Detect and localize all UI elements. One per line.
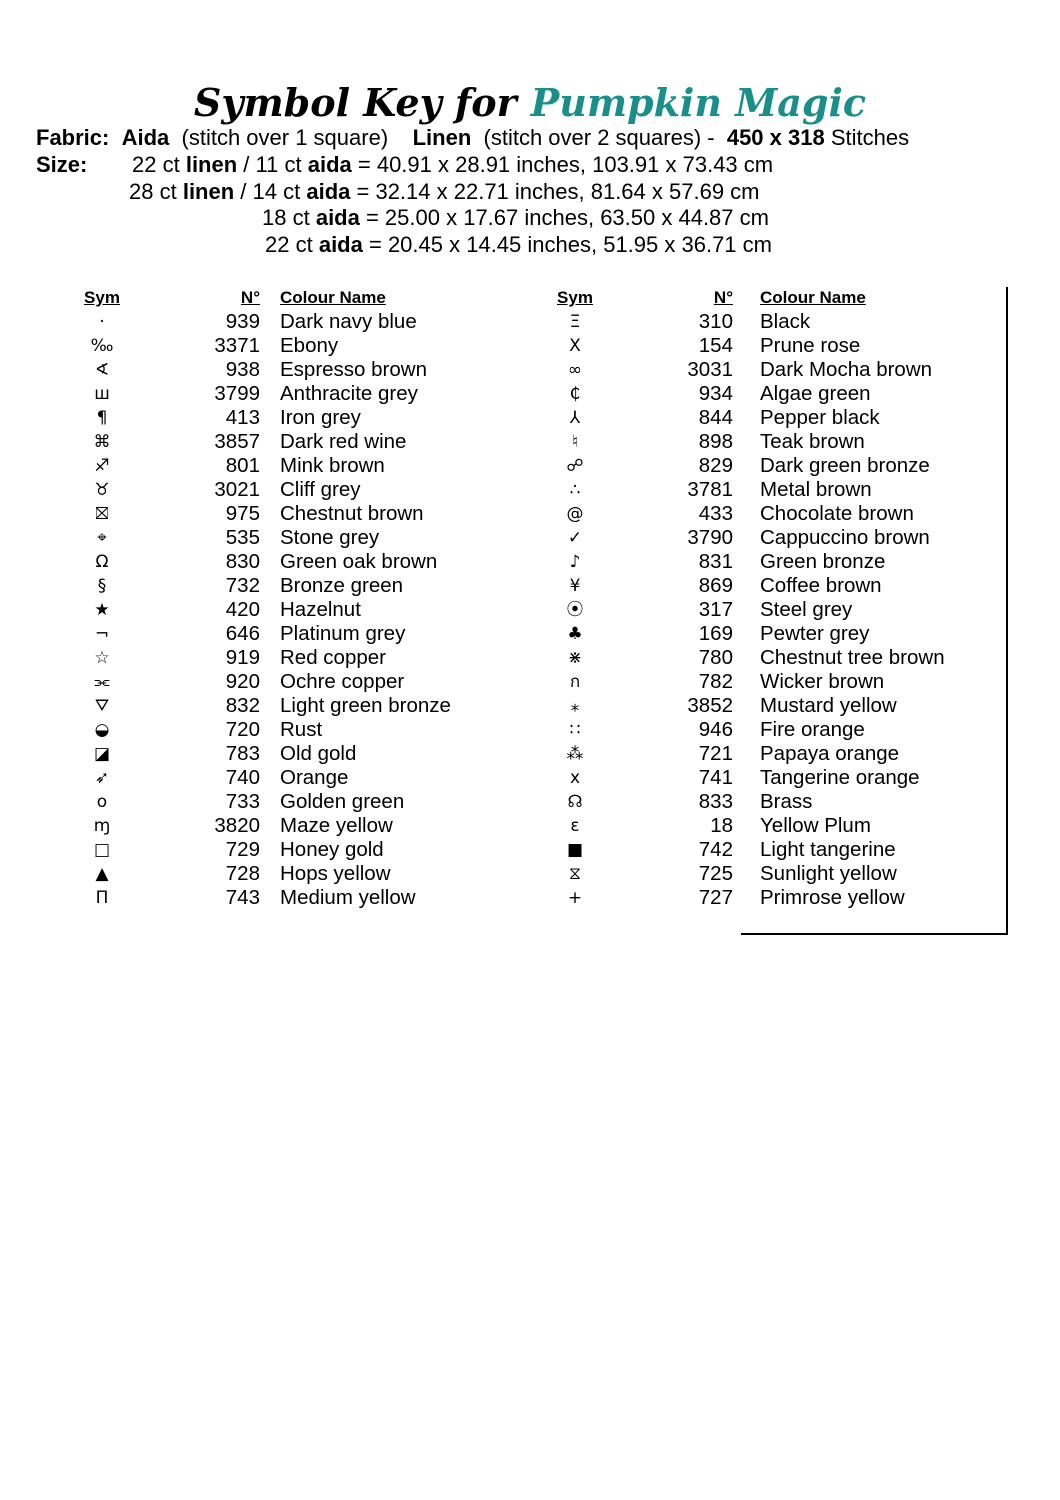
fabric-line [36, 125, 909, 151]
table-row [555, 406, 1035, 430]
thread-number: 831 [698, 550, 733, 573]
symbol-glyph: ⫘ [94, 672, 110, 692]
size-line-4-pre: 22 ct [265, 232, 313, 257]
table-row [82, 574, 562, 598]
colour-name: Rust [280, 718, 323, 741]
symbol-glyph: ш [94, 384, 110, 404]
thread-number: 782 [698, 670, 733, 693]
table-row [555, 382, 1035, 406]
colour-name: Chocolate brown [760, 502, 914, 525]
colour-name: Light tangerine [760, 838, 896, 861]
thread-number: 732 [225, 574, 260, 597]
symbol-glyph: X [569, 336, 581, 356]
table-row [555, 670, 1035, 694]
table-row [82, 334, 562, 358]
size-line-2 [129, 179, 760, 205]
size-line-2-aida: aida [306, 179, 351, 204]
size-line-2-post: = 32.14 x 22.71 inches, 81.64 x 57.69 cm [356, 179, 760, 204]
symbol-glyph: Π [95, 888, 109, 908]
header-colour-name: Colour Name [760, 288, 866, 307]
symbol-glyph: @ [566, 504, 584, 524]
colour-name: Brass [760, 790, 813, 813]
header-sym: Sym [557, 288, 593, 307]
thread-number: 783 [225, 742, 260, 765]
header-number: N° [713, 288, 733, 307]
size-line-2-pre: 28 ct [129, 179, 177, 204]
symbol-glyph: ⌖ [97, 528, 107, 548]
table-row [82, 598, 562, 622]
size-line-2-linen: linen [182, 179, 235, 204]
symbol-glyph: ‰ [90, 336, 114, 356]
table-row [82, 310, 562, 334]
table-row [82, 790, 562, 814]
colour-name: Green bronze [760, 550, 886, 573]
symbol-glyph: ⅄ [569, 408, 581, 428]
symbol-glyph: ⁎ [570, 696, 580, 716]
colour-name: Orange [280, 766, 349, 789]
table-border-bottom [741, 933, 1008, 935]
colour-name: Red copper [280, 646, 386, 669]
symbol-glyph: ♪ [569, 552, 581, 572]
colour-name: Hops yellow [280, 862, 391, 885]
thread-number: 844 [698, 406, 733, 429]
thread-number: 898 [698, 430, 733, 453]
colour-name: Sunlight yellow [760, 862, 897, 885]
colour-name: Maze yellow [280, 814, 393, 837]
symbol-glyph: ∷ [569, 720, 581, 740]
size-line-1 [132, 152, 773, 178]
size-line-3-aida: aida [315, 205, 360, 230]
table-row [555, 766, 1035, 790]
thread-number: 3790 [687, 526, 733, 549]
colour-name: Light green bronze [280, 694, 451, 717]
symbol-glyph: § [97, 576, 107, 596]
table-row [82, 838, 562, 862]
table-row [82, 646, 562, 670]
aida-label: Aida [121, 125, 170, 150]
thread-number: 728 [225, 862, 260, 885]
colour-name: Bronze green [280, 574, 404, 597]
symbol-glyph: ♣ [567, 624, 583, 644]
table-row [82, 502, 562, 526]
colour-name: Papaya orange [760, 742, 900, 765]
symbol-glyph: ∴ [569, 480, 581, 500]
size-line-1-post: = 40.91 x 28.91 inches, 103.91 x 73.43 cm [357, 152, 774, 177]
table-row [555, 646, 1035, 670]
table-row [82, 742, 562, 766]
size-line-1-mid: / 11 ct [243, 152, 302, 177]
symbol-glyph: ◒ [94, 720, 110, 740]
table-row [555, 358, 1035, 382]
table-row [82, 550, 562, 574]
table-row [82, 694, 562, 718]
size-line-1-aida: aida [307, 152, 352, 177]
colour-name: Algae green [760, 382, 871, 405]
table-row [82, 814, 562, 838]
size-line-3-post: = 25.00 x 17.67 inches, 63.50 x 44.87 cm [359, 205, 769, 230]
symbol-glyph: ∢ [94, 360, 110, 380]
thread-number: 829 [698, 454, 733, 477]
thread-number: 939 [225, 310, 260, 333]
colour-name: Pepper black [760, 406, 880, 429]
colour-name: Metal brown [760, 478, 872, 501]
symbol-glyph: ⛛ [94, 696, 110, 716]
symbol-glyph: ♮ [571, 432, 579, 452]
thread-number: 832 [225, 694, 260, 717]
thread-number: 729 [225, 838, 260, 861]
table-border-right [1006, 287, 1008, 934]
thread-number: 869 [698, 574, 733, 597]
symbol-glyph: ♐ [94, 456, 110, 476]
symbol-glyph: ¥ [569, 576, 581, 596]
thread-number: 3781 [687, 478, 733, 501]
colour-name: Mink brown [280, 454, 385, 477]
table-row [555, 478, 1035, 502]
thread-number: 830 [225, 550, 260, 573]
thread-number: 3799 [214, 382, 260, 405]
colour-name: Tangerine orange [760, 766, 920, 789]
symbol-glyph: Ω [95, 552, 109, 572]
table-row [82, 382, 562, 406]
thread-number: 743 [225, 886, 260, 909]
symbol-glyph: ⁂ [566, 744, 584, 764]
title-prefix: Symbol Key for [193, 80, 517, 125]
colour-name: Dark red wine [280, 430, 407, 453]
thread-number: 3021 [214, 478, 260, 501]
stitches-count: 450 x 318 [726, 125, 825, 150]
symbol-glyph: ก [569, 672, 581, 692]
colour-name: Pewter grey [760, 622, 870, 645]
thread-number: 169 [698, 622, 733, 645]
colour-name: Green oak brown [280, 550, 438, 573]
thread-number: 934 [698, 382, 733, 405]
table-row [555, 334, 1035, 358]
table-row [555, 790, 1035, 814]
thread-number: 721 [698, 742, 733, 765]
symbol-glyph: o [96, 792, 108, 812]
table-row [555, 742, 1035, 766]
thread-number: 420 [225, 598, 260, 621]
table-row [82, 478, 562, 502]
thread-number: 535 [225, 526, 260, 549]
table-row [555, 838, 1035, 862]
size-line-3 [262, 205, 769, 231]
symbol-glyph: ⦿ [566, 600, 584, 620]
colour-name: Platinum grey [280, 622, 406, 645]
thread-number: 317 [698, 598, 733, 621]
thread-number: 3371 [214, 334, 260, 357]
symbol-glyph: ₵ [569, 384, 581, 404]
thread-number: 433 [698, 502, 733, 525]
size-line-2-mid: / 14 ct [240, 179, 301, 204]
symbol-glyph: ➶ [94, 768, 110, 788]
symbol-glyph: ♉ [94, 480, 110, 500]
table-row [82, 526, 562, 550]
colour-name: Golden green [280, 790, 405, 813]
table-row [555, 598, 1035, 622]
symbol-glyph: ⛝ [95, 504, 109, 524]
colour-name: Primrose yellow [760, 886, 905, 909]
table-row [82, 670, 562, 694]
colour-name: Old gold [280, 742, 357, 765]
colour-name: Chestnut brown [280, 502, 424, 525]
thread-number: 3820 [214, 814, 260, 837]
colour-name: Dark Mocha brown [760, 358, 933, 381]
colour-name: Mustard yellow [760, 694, 897, 717]
table-row [82, 718, 562, 742]
thread-number: 154 [698, 334, 733, 357]
symbol-glyph: ⋇ [567, 648, 583, 668]
table-row [555, 526, 1035, 550]
table-row [555, 814, 1035, 838]
colour-name: Iron grey [280, 406, 361, 429]
symbol-glyph: ⌘ [93, 432, 111, 452]
symbol-glyph: ɛ [570, 816, 580, 836]
colour-name: Ochre copper [280, 670, 405, 693]
thread-number: 646 [225, 622, 260, 645]
table-row [82, 430, 562, 454]
pattern-name: Pumpkin Magic [530, 80, 867, 125]
symbol-glyph: ɱ [93, 816, 111, 836]
thread-number: 741 [698, 766, 733, 789]
table-row [82, 358, 562, 382]
thread-number: 720 [225, 718, 260, 741]
symbol-glyph: ■ [566, 840, 584, 860]
size-line-3-pre: 18 ct [262, 205, 310, 230]
colour-name: Medium yellow [280, 886, 416, 909]
table-row [82, 766, 562, 790]
colour-name: Chestnut tree brown [760, 646, 945, 669]
symbol-glyph: x [569, 768, 581, 788]
colour-name: Yellow Plum [760, 814, 871, 837]
thread-number: 413 [225, 406, 260, 429]
colour-name: Espresso brown [280, 358, 427, 381]
symbol-glyph: ¶ [96, 408, 108, 428]
symbol-glyph: ▲ [95, 864, 109, 884]
fabric-label: Fabric: [36, 125, 110, 150]
linen-note: (stitch over 2 squares) - [483, 125, 715, 150]
symbol-glyph: ◪ [93, 744, 111, 764]
symbol-glyph: ✓ [567, 528, 583, 548]
table-row [555, 574, 1035, 598]
symbol-glyph: ☍ [566, 456, 584, 476]
size-line-4-post: = 20.45 x 14.45 inches, 51.95 x 36.71 cm [368, 232, 772, 257]
table-row [555, 310, 1035, 334]
thread-number: 801 [225, 454, 260, 477]
table-row [555, 694, 1035, 718]
header-number: N° [240, 288, 260, 307]
size-line-1-linen: linen [185, 152, 238, 177]
colour-name: Cappuccino brown [760, 526, 930, 549]
thread-number: 740 [225, 766, 260, 789]
thread-number: 919 [225, 646, 260, 669]
aida-note: (stitch over 1 square) [181, 125, 389, 150]
thread-number: 742 [698, 838, 733, 861]
colour-name: Black [760, 310, 811, 333]
table-row [82, 862, 562, 886]
table-row [555, 886, 1035, 910]
thread-number: 733 [225, 790, 260, 813]
colour-name: Prune rose [760, 334, 861, 357]
thread-number: 920 [225, 670, 260, 693]
table-row [555, 454, 1035, 478]
table-row [82, 454, 562, 478]
symbol-glyph: + [567, 888, 583, 908]
size-line-1-pre: 22 ct [132, 152, 180, 177]
thread-number: 946 [698, 718, 733, 741]
table-row [82, 886, 562, 910]
thread-number: 310 [698, 310, 733, 333]
table-row [555, 430, 1035, 454]
table-row [555, 622, 1035, 646]
symbol-glyph: Ξ [569, 312, 581, 332]
symbol-glyph: · [99, 312, 105, 332]
size-label: Size: [36, 152, 88, 177]
table-row [555, 718, 1035, 742]
symbol-glyph: ★ [94, 600, 110, 620]
table-row [82, 406, 562, 430]
thread-number: 3852 [687, 694, 733, 717]
colour-name: Dark green bronze [760, 454, 930, 477]
colour-name: Wicker brown [760, 670, 885, 693]
thread-number: 3857 [214, 430, 260, 453]
colour-name: Steel grey [760, 598, 853, 621]
symbol-glyph: □ [93, 840, 111, 860]
colour-name: Cliff grey [280, 478, 361, 501]
colour-name: Stone grey [280, 526, 380, 549]
colour-name: Teak brown [760, 430, 865, 453]
size-line-4 [265, 232, 772, 258]
thread-number: 727 [698, 886, 733, 909]
colour-name: Coffee brown [760, 574, 882, 597]
size-line-4-aida: aida [318, 232, 363, 257]
colour-name: Honey gold [280, 838, 384, 861]
symbol-glyph: ⧖ [569, 864, 581, 884]
stitches-label: Stitches [830, 125, 910, 150]
colour-name: Ebony [280, 334, 339, 357]
symbol-glyph: ∞ [567, 360, 583, 380]
header-sym: Sym [84, 288, 120, 307]
thread-number: 938 [225, 358, 260, 381]
colour-name: Hazelnut [280, 598, 361, 621]
linen-label: Linen [412, 125, 472, 150]
table-row [82, 622, 562, 646]
colour-name: Fire orange [760, 718, 865, 741]
table-row [555, 862, 1035, 886]
thread-number: 3031 [687, 358, 733, 381]
symbol-glyph: ¬ [94, 624, 110, 644]
symbol-glyph: ☆ [94, 648, 110, 668]
colour-name: Anthracite grey [280, 382, 418, 405]
thread-number: 18 [710, 814, 733, 837]
table-row [555, 550, 1035, 574]
symbol-glyph: ☊ [567, 792, 583, 812]
thread-number: 725 [698, 862, 733, 885]
table-row [555, 502, 1035, 526]
header-colour-name: Colour Name [280, 288, 386, 307]
thread-number: 833 [698, 790, 733, 813]
page-title [0, 80, 1060, 125]
thread-number: 975 [225, 502, 260, 525]
thread-number: 780 [698, 646, 733, 669]
colour-name: Dark navy blue [280, 310, 417, 333]
